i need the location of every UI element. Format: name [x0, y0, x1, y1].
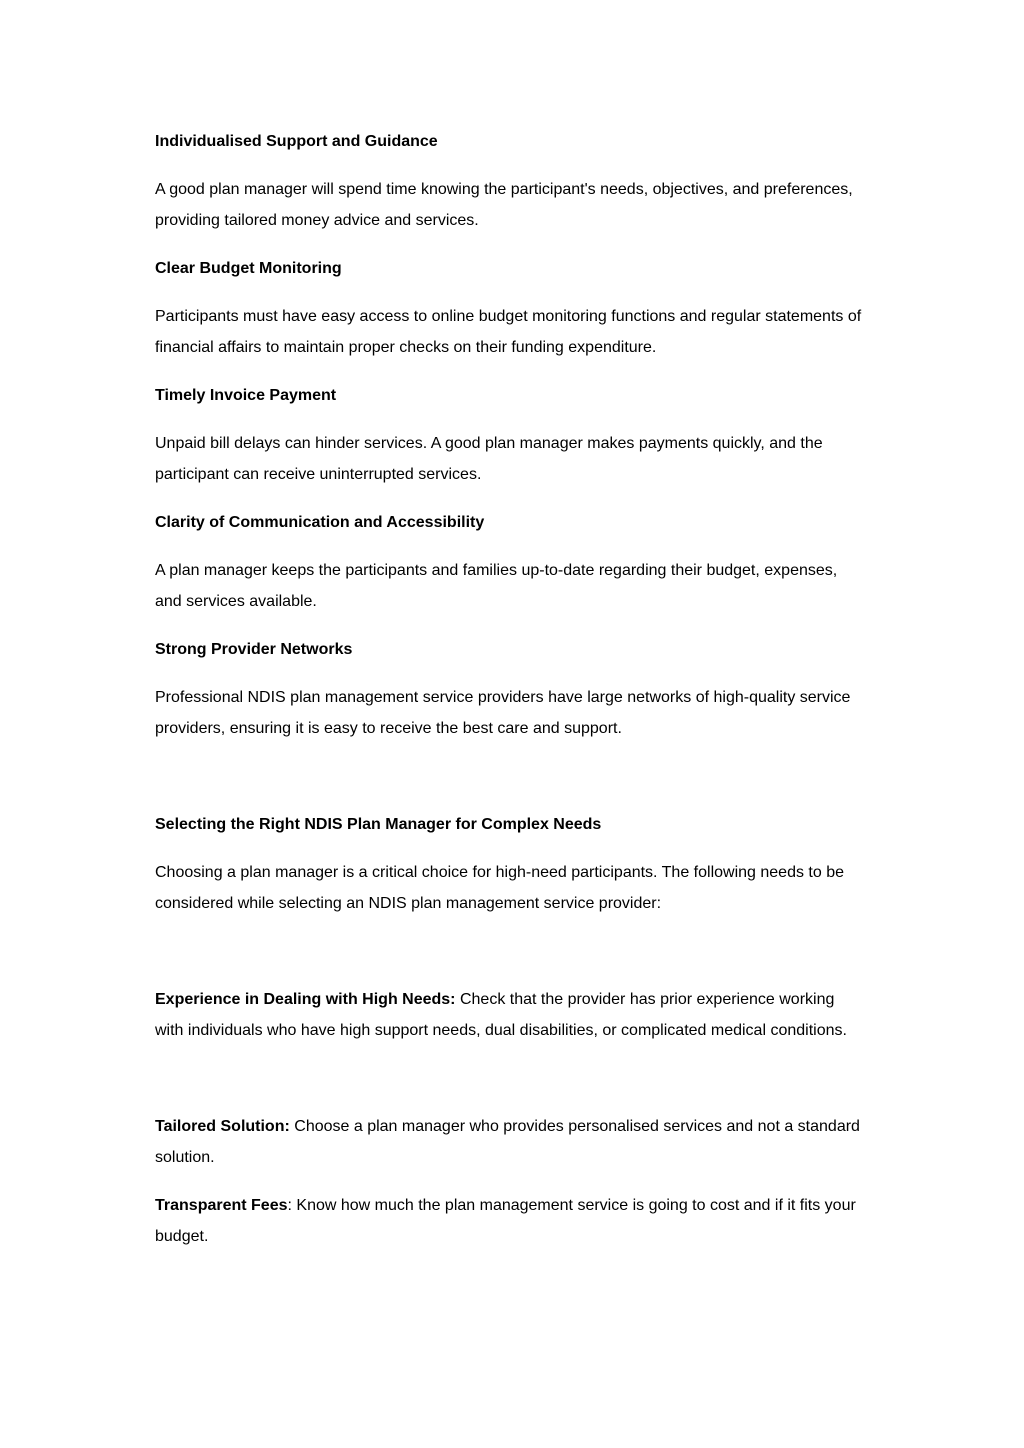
- criterion-experience: [155, 984, 865, 1046]
- criterion-text: Choose a plan manager who provides personalised services and not a standard solution.: [155, 1118, 860, 1166]
- section-heading-individualised-support: Individualised Support and Guidance: [155, 133, 438, 150]
- selecting-heading: Selecting the Right NDIS Plan Manager for Complex Needs: [155, 816, 602, 833]
- section-body-invoice-payment: Unpaid bill delays can hinder services. A good plan manager makes payments quickly, and the participant can receive uninterrupted services.: [155, 435, 823, 483]
- section-heading-invoice-payment: Timely Invoice Payment: [155, 387, 337, 404]
- criterion-lead: Experience in Dealing with High Needs:: [155, 991, 456, 1008]
- criterion-text: Check that the provider has prior experience working with individuals who have high support needs, dual disabilities, or complicated medical conditions.: [155, 991, 847, 1039]
- criterion-tailored-solution: [155, 1111, 865, 1173]
- document-page: [155, 126, 865, 1269]
- criterion-lead: Transparent Fees: [155, 1197, 288, 1214]
- section-body-individualised-support: A good plan manager will spend time knowing the participant's needs, objectives, and preferences, providing tailored money advice and services.: [155, 181, 853, 229]
- selecting-intro: Choosing a plan manager is a critical choice for high-need participants. The following needs to be considered while selecting an NDIS plan management service provider:: [155, 864, 844, 912]
- section-heading-provider-networks: Strong Provider Networks: [155, 641, 353, 658]
- criterion-text: : Know how much the plan management service is going to cost and if it fits your budget.: [155, 1197, 856, 1245]
- section-body-communication: A plan manager keeps the participants and families up-to-date regarding their budget, expenses, and services available.: [155, 562, 838, 610]
- section-heading-communication: Clarity of Communication and Accessibility: [155, 514, 485, 531]
- criterion-transparent-fees: [155, 1190, 865, 1252]
- section-body-budget-monitoring: Participants must have easy access to online budget monitoring functions and regular statements of financial affairs to maintain proper checks on their funding expenditure.: [155, 308, 862, 356]
- section-body-provider-networks: Professional NDIS plan management service providers have large networks of high-quality service providers, ensuring it is easy to receive the best care and support.: [155, 689, 851, 737]
- section-heading-budget-monitoring: Clear Budget Monitoring: [155, 260, 342, 277]
- criterion-lead: Tailored Solution:: [155, 1118, 290, 1135]
